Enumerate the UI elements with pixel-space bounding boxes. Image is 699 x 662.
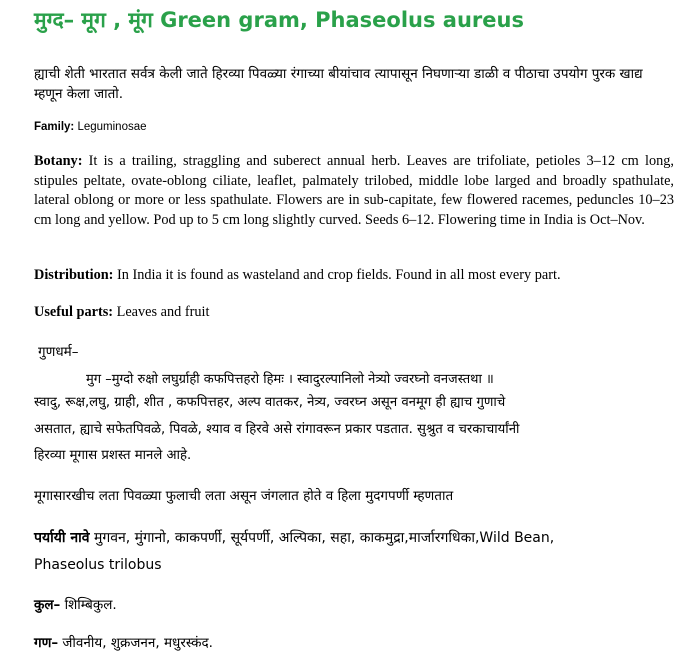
page-title: मुग्द– मूग , मूंग Green gram, Phaseolus aureus: [34, 8, 524, 32]
gan-label: गण–: [34, 635, 59, 651]
kul-value: शिम्बिकुल.: [60, 597, 117, 613]
family-label: Family:: [34, 121, 75, 133]
kul-label: कुल–: [34, 597, 61, 613]
distribution-label: Distribution:: [34, 267, 114, 283]
synonyms-text-1: मुगवन, मुंगानो, काकपर्णी, सूर्यपर्णी, अल्पिका, सहा, काकमुद्रा,मार्जारगधिका,Wild Bean,: [89, 530, 555, 546]
gan-value: जीवनीय, शुक्रजनन, मधुरस्कंद.: [58, 635, 213, 651]
synonyms-line-1: [34, 526, 554, 550]
shloka-line: मुग –मुग्दो रुक्षो लघुर्ग्राही कफपित्तहरो हिमः । स्वादुरल्पानिलो नेत्र्यो ज्वरघ्नो वनजस्तथा ॥: [86, 372, 494, 387]
useful-parts-line: [34, 303, 674, 323]
kul-line: [34, 595, 117, 615]
family-line: [34, 121, 147, 133]
useful-parts-text: Leaves and fruit: [113, 304, 210, 320]
distribution-text: In India it is found as wasteland and crop fields. Found in all most every part.: [113, 267, 561, 283]
gunadharma-line-1: स्वादु, रूक्ष,लघु, ग्राही, शीत , कफपित्तहर, अल्प वातकर, नेत्र्य, ज्वरघ्न असून वनमूग ही ह्याच गुणाचे: [34, 395, 506, 410]
intro-paragraph: ह्याची शेती भारतात सर्वत्र केली जाते हिरव्या पिवळ्या रंगाच्या बीयांचाव त्यापासून निघणाऱ्या डाळी व पीठाचा उपयोग पुरक खाद्य म्हणून केला जातो.: [34, 66, 643, 102]
gunadharma-line-2: असतात, ह्याचे सफेतपिवळे, पिवळे, श्याव व हिरवे असे रांगावरून प्रकार पडतात. सुश्रुत व चरकाचार्यांनी: [34, 422, 520, 437]
similar-plant-line: मूगासारखीच लता पिवळ्या फुलाची लता असून जंगलात होते व हिला मुदगपर्णी म्हणतात: [34, 488, 454, 504]
synonyms-line-2: Phaseolus trilobus: [34, 557, 162, 573]
useful-parts-label: Useful parts:: [34, 304, 114, 320]
gunadharma-line-3: हिरव्या मूगास प्रशस्त मानले आहे.: [34, 448, 192, 463]
synonyms-label: पर्यायी नावे: [34, 530, 90, 546]
distribution-line: [34, 266, 674, 286]
gunadharma-heading: गुणधर्म–: [38, 344, 79, 360]
botany-paragraph: [34, 152, 674, 230]
gan-line: [34, 633, 213, 653]
botany-label: Botany:: [34, 153, 83, 169]
family-value: Leguminosae: [74, 121, 147, 133]
botany-text: It is a trailing, straggling and suberect annual herb. Leaves are trifoliate, petioles 3–12 cm long, stipules peltate, ovate-oblong ciliate, leaflet, palmately trilobed, middle lobe larged and broadly spathulate, lateral oblong or more or less spathulate. Flowers are in sub-capitate, few flowered racemes, peduncles 10–23 cm long and yellow. Pod up to 5 cm long slightly curved. Seeds 6–12. Flowering time in India is Oct–Nov.: [34, 153, 674, 228]
